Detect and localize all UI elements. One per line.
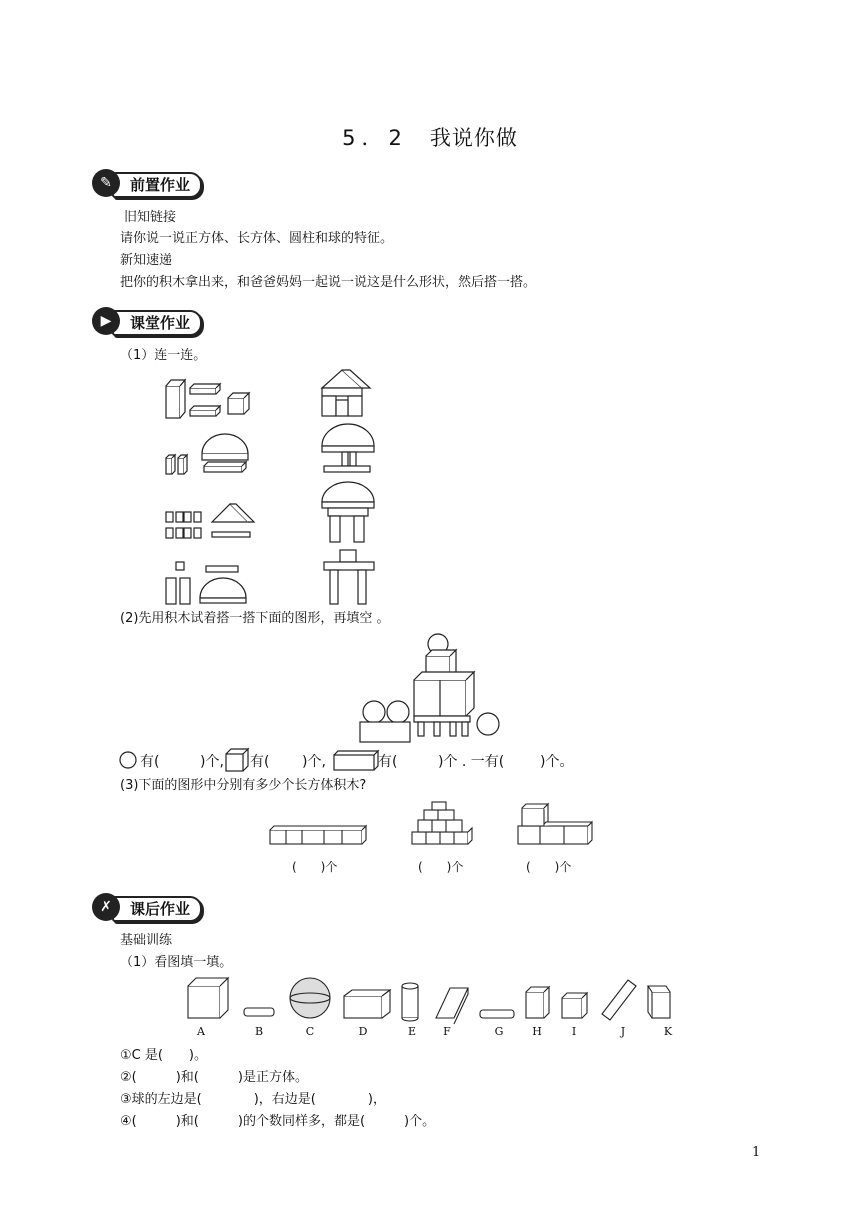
q3-blank-3: ( )个	[526, 860, 572, 874]
shape-c-sphere	[290, 978, 330, 1018]
q3-figure-3	[518, 804, 592, 844]
q2-fill-6: )个 . 一有(	[438, 754, 505, 770]
page-number: 1	[752, 1145, 761, 1160]
class-q2: (2)先用积木试着搭一搭下面的图形，再填空 。	[120, 611, 390, 626]
sphere-shape-icon	[118, 751, 138, 769]
pre-badge-icon: ✎	[92, 169, 120, 197]
matching-figures	[150, 366, 390, 610]
shape-label-b: B	[254, 1025, 264, 1038]
shape-j-cylinder	[602, 980, 636, 1020]
row1-house	[322, 370, 370, 416]
q2-fill-7: )个。	[540, 754, 574, 770]
q2-fill-1: 有(	[140, 754, 160, 770]
shape-d-cuboid	[344, 990, 390, 1018]
row2-pieces	[166, 434, 248, 474]
q2-fill-5: 有(	[378, 754, 398, 770]
class-badge-icon: ▶	[92, 307, 120, 335]
title-number: 5．2	[342, 126, 408, 150]
old-knowledge-heading: 旧知链接	[124, 210, 177, 225]
shape-label-f: F	[443, 1025, 451, 1038]
after-line-3: ③球的左边是( )，右边是( )，	[120, 1092, 386, 1107]
shape-h-cuboid	[526, 987, 549, 1018]
old-knowledge-task: 请你说一说正方体、长方体、圆柱和球的特征。	[120, 231, 394, 246]
q3-figures	[266, 798, 596, 850]
shape-g-cylinder	[480, 1010, 514, 1018]
shape-label-i: I	[571, 1025, 577, 1038]
title-text: 我说你做	[429, 126, 518, 150]
shape-label-j: J	[620, 1025, 626, 1038]
q2-fill-3: 有(	[250, 754, 270, 770]
page-title	[0, 122, 860, 152]
shape-label-e: E	[407, 1025, 417, 1038]
cuboid-shape-icon	[332, 750, 380, 772]
class-q3: (3)下面的图形中分别有多少个长方体积木?	[120, 778, 367, 793]
q3-figure-1	[270, 826, 366, 844]
after-line-1: ①C 是( )。	[120, 1048, 208, 1063]
shape-label-c: C	[305, 1025, 315, 1038]
class-q1: （1）连一连。	[120, 348, 207, 363]
shape-label-a: A	[197, 1025, 205, 1038]
shape-e-cylinder	[402, 983, 418, 1021]
q3-blank-1: ( )个	[292, 860, 338, 874]
q3-figure-2	[412, 802, 472, 844]
row2-umbrella	[322, 424, 374, 472]
shape-i-cube	[562, 993, 587, 1018]
new-knowledge-task: 把你的积木拿出来，和爸爸妈妈一起说一说这是什么形状，然后搭一搭。	[120, 275, 537, 290]
after-line-4: ④( )和( )的个数同样多，都是( )个。	[120, 1114, 436, 1129]
build-figure	[356, 632, 506, 744]
after-badge-label: 课后作业	[112, 896, 202, 922]
row4-pieces	[166, 562, 246, 604]
shape-label-d: D	[358, 1025, 368, 1038]
row3-pieces	[166, 504, 254, 538]
row4-table	[324, 550, 374, 604]
after-badge-icon: ✗	[92, 893, 120, 921]
shape-label-h: H	[532, 1025, 542, 1038]
shape-k-cuboid	[648, 986, 670, 1018]
shape-a-cube	[188, 978, 228, 1018]
q2-fill-4: )个,	[302, 754, 326, 770]
cube-shape-icon	[224, 748, 250, 772]
class-badge-label: 课堂作业	[112, 310, 202, 336]
shape-b-cylinder	[244, 1008, 274, 1016]
row1-pieces	[166, 380, 249, 418]
new-knowledge-heading: 新知速递	[120, 253, 173, 268]
shapes-row	[182, 976, 682, 1022]
q2-fill-2: )个,	[200, 754, 224, 770]
after-line-2: ②( )和( )是正方体。	[120, 1070, 308, 1085]
after-q1: （1）看图填一填。	[120, 955, 233, 970]
pre-badge-label: 前置作业	[112, 172, 202, 198]
basic-training-heading: 基础训练	[120, 933, 173, 948]
shape-f-plank	[436, 988, 468, 1024]
row3-umbrella	[322, 482, 374, 542]
shape-label-k: K	[663, 1025, 673, 1038]
q3-blank-2: ( )个	[418, 860, 464, 874]
shape-label-g: G	[494, 1025, 504, 1038]
